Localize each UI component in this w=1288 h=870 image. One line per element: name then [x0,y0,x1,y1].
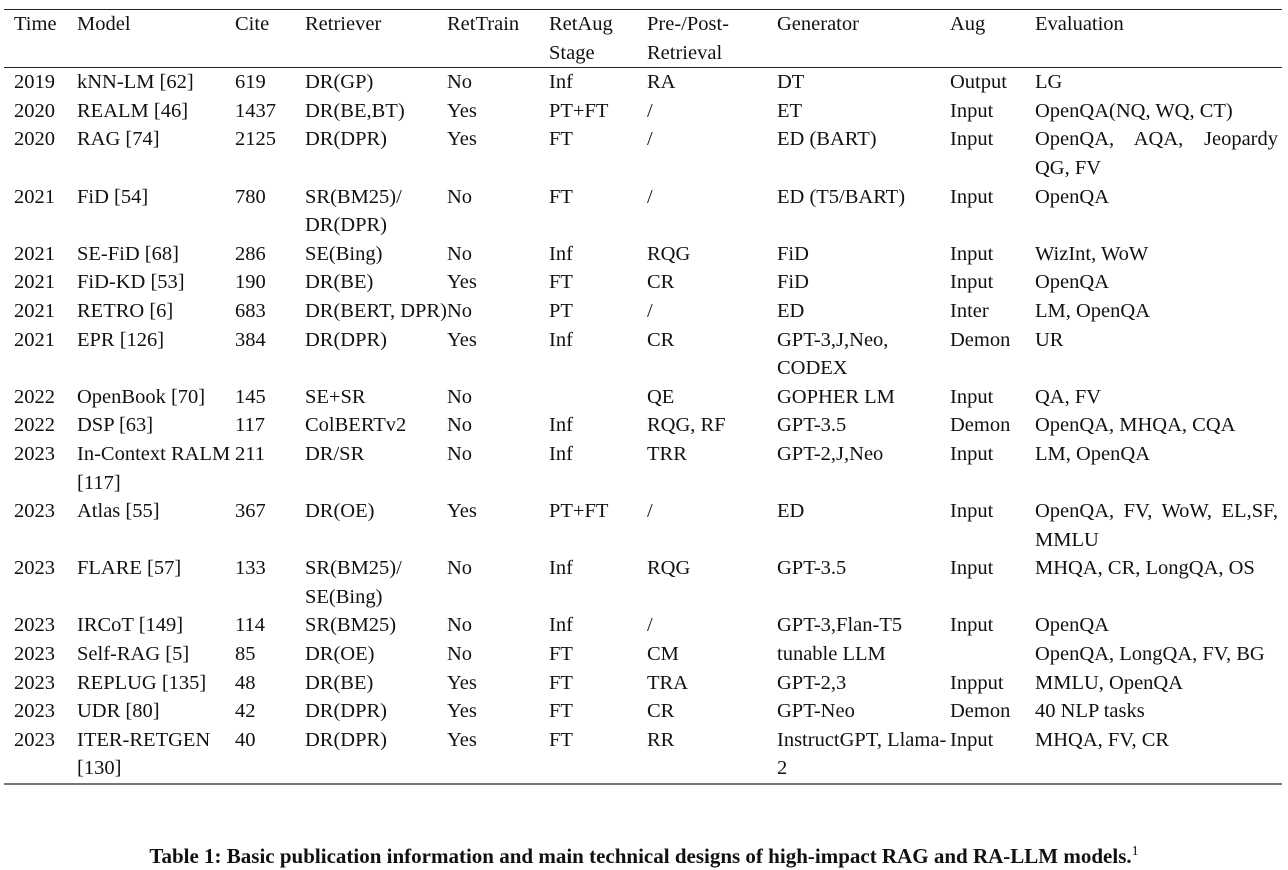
cell-stage: Inf [549,242,573,265]
cell-model: SE-FiD [68] [77,242,179,265]
cell-evaluation: LM, OpenQA [1035,299,1151,322]
table-row [4,383,1282,412]
cell-generator: GPT-3,J,Neo, CODEX [777,328,889,380]
cell-prepost: / [647,128,653,151]
column-header-aug [950,10,1035,68]
table-row [4,669,1282,698]
cell-evaluation: OpenQA [1035,271,1110,294]
cell-retriever: SR(BM25)/ DR(DPR) [305,185,402,237]
cell-evaluation: OpenQA(NQ, WQ, CT) [1035,99,1233,122]
cell-retriever: DR(BE) [305,271,374,294]
cell-generator: ED [777,299,805,322]
cell-time: 2023 [14,643,55,666]
cell-cite: 683 [235,299,266,322]
cell-aug: Inpput [950,671,1004,694]
cell-prepost: / [647,614,653,637]
cell-time: 2021 [14,271,55,294]
cell-prepost: CR [647,328,675,351]
cell-model: FiD-KD [53] [77,271,185,294]
cell-generator: GPT-3.5 [777,557,847,580]
cell-rettrain: Yes [447,728,477,751]
publication-table-container [4,9,1282,785]
cell-stage: FT [549,643,573,666]
cell-prepost: RA [647,71,676,94]
cell-evaluation: OpenQA, MHQA, CQA [1035,414,1236,437]
cell-cite: 367 [235,500,266,523]
publication-table [4,9,1282,785]
header-label: Retrieval [647,41,723,64]
cell-retriever: DR(BE,BT) [305,99,405,122]
cell-rettrain: Yes [447,671,477,694]
cell-cite: 190 [235,271,266,294]
cell-model: Atlas [55] [77,500,160,523]
table-row [4,125,1282,182]
table-row [4,411,1282,440]
cell-model: OpenBook [70] [77,385,206,408]
cell-time: 2023 [14,500,55,523]
cell-prepost: / [647,299,653,322]
cell-stage: FT [549,728,573,751]
cell-retriever: DR(BE) [305,671,374,694]
cell-time: 2021 [14,328,55,351]
cell-prepost: / [647,185,653,208]
caption-footnote-mark: 1 [1131,844,1139,859]
cell-stage: Inf [549,442,573,465]
cell-aug: Input [950,128,994,151]
cell-stage: Inf [549,328,573,351]
cell-generator: GPT-3.5 [777,414,847,437]
header-label: Stage [549,41,595,64]
cell-cite: 117 [235,414,265,437]
header-label: Pre-/Post- [647,13,729,35]
cell-model: Self-RAG [5] [77,643,190,666]
cell-cite: 286 [235,242,266,265]
table-header [4,10,1282,68]
cell-aug: Input [950,442,994,465]
cell-evaluation: WizInt, WoW [1035,242,1149,265]
cell-model: DSP [63] [77,414,154,437]
cell-retriever: SE(Bing) [305,242,383,265]
cell-rettrain: No [447,299,473,322]
header-label: RetTrain [447,13,520,35]
cell-aug: Output [950,71,1007,94]
cell-cite: 145 [235,385,266,408]
cell-aug: Input [950,557,994,580]
cell-evaluation: OpenQA [1035,185,1110,208]
cell-retriever: DR(DPR) [305,328,388,351]
cell-evaluation: OpenQA [1035,614,1110,637]
cell-generator: FiD [777,271,809,294]
table-row [4,497,1282,554]
cell-rettrain: No [447,614,473,637]
cell-aug: Input [950,99,994,122]
cell-time: 2023 [14,671,55,694]
cell-aug [950,640,1035,669]
cell-time: 2021 [14,185,55,208]
cell-rettrain: No [447,643,473,666]
cell-generator: GOPHER LM [777,385,895,408]
cell-model: In-Context RALM [117] [77,442,231,494]
table-row [4,611,1282,640]
cell-generator: DT [777,71,805,94]
cell-stage: FT [549,700,573,723]
cell-generator: FiD [777,242,809,265]
cell-rettrain: No [447,71,473,94]
cell-generator: GPT-Neo [777,700,855,723]
cell-aug: Input [950,500,994,523]
cell-evaluation: LM, OpenQA [1035,442,1151,465]
cell-prepost: / [647,500,653,523]
table-row [4,97,1282,126]
caption-text: Table 1: Basic publication information and main technical designs of high-impact RAG and RA-LLM models. [149,844,1132,868]
table-row [4,440,1282,497]
cell-evaluation: OpenQA, AQA, Jeopardy QG, FV [1035,128,1278,179]
cell-model: EPR [126] [77,328,165,351]
cell-retriever: SR(BM25) [305,614,397,637]
cell-aug: Input [950,728,994,751]
cell-prepost: RQG [647,557,691,580]
cell-rettrain: No [447,414,473,437]
header-label: Retriever [305,13,382,35]
cell-prepost: CR [647,271,675,294]
cell-rettrain: Yes [447,128,477,151]
cell-rettrain: No [447,385,473,408]
cell-generator: GPT-2,3 [777,671,847,694]
cell-model: RETRO [6] [77,299,174,322]
cell-time: 2023 [14,557,55,580]
column-header-retriever [305,10,447,68]
cell-time: 2023 [14,728,55,751]
header-label: Cite [235,13,270,35]
cell-cite: 1437 [235,99,276,122]
cell-cite: 114 [235,614,265,637]
cell-evaluation: MHQA, CR, LongQA, OS [1035,557,1255,580]
cell-aug: Input [950,614,994,637]
column-header-generator [777,10,950,68]
cell-retriever: DR(GP) [305,71,374,94]
cell-stage: FT [549,271,573,294]
cell-model: RAG [74] [77,128,160,151]
cell-rettrain: Yes [447,328,477,351]
cell-stage: FT [549,128,573,151]
column-header-pre-post-retrieval [647,10,777,68]
cell-model: REALM [46] [77,99,189,122]
table-row [4,326,1282,383]
cell-cite: 211 [235,442,265,465]
cell-retriever: DR(DPR) [305,728,388,751]
cell-stage: PT [549,299,573,322]
cell-aug: Input [950,385,994,408]
cell-cite: 2125 [235,128,276,151]
cell-prepost: RQG [647,242,691,265]
table-row [4,554,1282,611]
cell-cite: 133 [235,557,266,580]
cell-aug: Demon [950,700,1011,723]
cell-rettrain: No [447,185,473,208]
cell-cite: 42 [235,700,256,723]
cell-stage: Inf [549,614,573,637]
cell-time: 2023 [14,442,55,465]
column-header-retaug-stage [549,10,647,68]
cell-time: 2023 [14,614,55,637]
cell-generator: ED [777,500,805,523]
cell-prepost: / [647,99,653,122]
cell-time: 2020 [14,99,55,122]
cell-stage: PT+FT [549,99,609,122]
cell-evaluation: MMLU, OpenQA [1035,671,1184,694]
cell-model: FiD [54] [77,185,149,208]
cell-cite: 384 [235,328,266,351]
cell-retriever: DR(BERT, DPR) [305,299,447,322]
cell-time: 2023 [14,700,55,723]
column-header-time [4,10,77,68]
cell-model: kNN-LM [62] [77,71,194,94]
table-body [4,68,1282,784]
cell-stage: PT+FT [549,500,609,523]
cell-rettrain: Yes [447,271,477,294]
header-row [4,10,1282,68]
table-row [4,697,1282,726]
table-caption [0,842,1288,870]
column-header-evaluation [1035,10,1282,68]
cell-time: 2021 [14,242,55,265]
cell-generator: tunable LLM [777,643,886,666]
cell-stage: Inf [549,557,573,580]
cell-model: ITER-RETGEN [130] [77,728,211,780]
table-row [4,297,1282,326]
cell-prepost: CR [647,700,675,723]
cell-retriever: SR(BM25)/ SE(Bing) [305,557,402,608]
cell-generator: ET [777,99,803,122]
cell-prepost: TRR [647,442,687,465]
cell-generator: ED (BART) [777,128,877,151]
table-row [4,726,1282,784]
table-row [4,640,1282,669]
cell-retriever: DR(OE) [305,500,375,523]
cell-cite: 40 [235,728,256,751]
cell-evaluation: 40 NLP tasks [1035,700,1145,723]
cell-model: IRCoT [149] [77,614,184,637]
cell-stage: Inf [549,414,573,437]
cell-cite: 780 [235,185,266,208]
cell-cite: 619 [235,71,266,94]
cell-aug: Inter [950,299,989,322]
cell-retriever: DR(DPR) [305,700,388,723]
header-label: RetAug [549,13,613,35]
cell-time: 2021 [14,299,55,322]
cell-model: REPLUG [135] [77,671,207,694]
table-row [4,183,1282,240]
cell-evaluation: OpenQA, LongQA, FV, BG [1035,643,1265,666]
cell-prepost: RQG, RF [647,414,726,437]
cell-rettrain: No [447,242,473,265]
cell-evaluation: QA, FV [1035,385,1102,408]
cell-stage: FT [549,185,573,208]
cell-cite: 85 [235,643,256,666]
cell-retriever: DR/SR [305,442,365,465]
table-row [4,240,1282,269]
cell-prepost: CM [647,643,679,666]
cell-prepost: QE [647,385,675,408]
cell-stage: Inf [549,71,573,94]
cell-model: FLARE [57] [77,557,182,580]
column-header-rettrain [447,10,549,68]
header-label: Evaluation [1035,13,1124,35]
header-label: Time [14,13,57,35]
cell-time: 2022 [14,385,55,408]
column-header-model [77,10,235,68]
cell-evaluation: MHQA, FV, CR [1035,728,1170,751]
cell-cite: 48 [235,671,256,694]
cell-aug: Demon [950,414,1011,437]
cell-retriever: SE+SR [305,385,366,408]
header-label: Generator [777,13,859,35]
cell-evaluation: LG [1035,71,1063,94]
cell-retriever: DR(OE) [305,643,375,666]
cell-stage [549,383,647,412]
cell-aug: Input [950,185,994,208]
cell-rettrain: Yes [447,99,477,122]
cell-time: 2019 [14,71,55,94]
cell-generator: ED (T5/BART) [777,185,906,208]
cell-aug: Input [950,242,994,265]
cell-time: 2020 [14,128,55,151]
cell-generator: GPT-3,Flan-T5 [777,614,903,637]
cell-aug: Input [950,271,994,294]
cell-retriever: ColBERTv2 [305,414,407,437]
cell-generator: GPT-2,J,Neo [777,442,884,465]
cell-evaluation: OpenQA, FV, WoW, EL,SF, MMLU [1035,500,1278,551]
cell-evaluation: UR [1035,328,1064,351]
cell-generator: InstructGPT, Llama-2 [777,728,947,780]
table-row [4,68,1282,97]
header-label: Model [77,13,131,35]
cell-model: UDR [80] [77,700,160,723]
cell-rettrain: Yes [447,500,477,523]
cell-rettrain: No [447,442,473,465]
cell-prepost: RR [647,728,675,751]
cell-time: 2022 [14,414,55,437]
cell-retriever: DR(DPR) [305,128,388,151]
column-header-cite [235,10,305,68]
cell-stage: FT [549,671,573,694]
cell-prepost: TRA [647,671,688,694]
table-row [4,268,1282,297]
cell-rettrain: Yes [447,700,477,723]
cell-aug: Demon [950,328,1011,351]
cell-rettrain: No [447,557,473,580]
header-label: Aug [950,13,986,35]
